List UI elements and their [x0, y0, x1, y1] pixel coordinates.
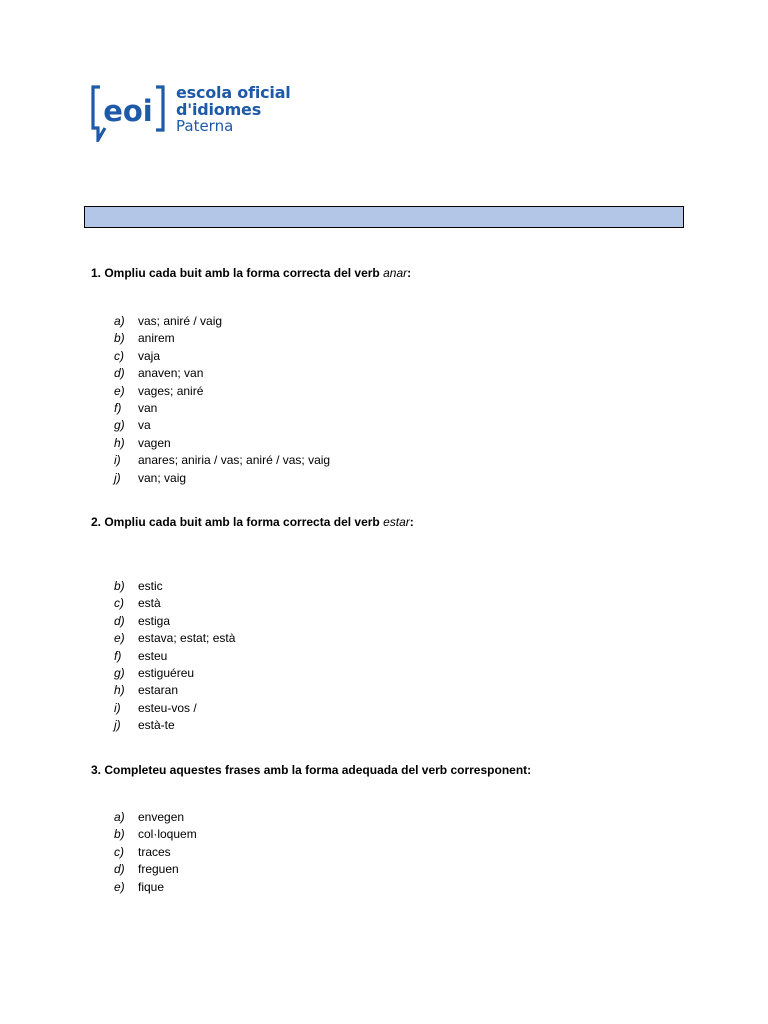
- answer-letter: b): [114, 331, 125, 346]
- answer-item: [114, 682, 235, 699]
- answer-text: van: [138, 400, 158, 415]
- svg-text:eoi: eoi: [103, 94, 153, 128]
- answer-text: estava; estat; està: [138, 631, 236, 646]
- answer-item: [114, 665, 235, 682]
- answer-text: esteu: [138, 648, 168, 663]
- answer-text: estaran: [138, 683, 179, 698]
- answer-letter: d): [114, 862, 125, 877]
- answer-item: [114, 348, 330, 365]
- answer-letter: b): [114, 827, 125, 842]
- answer-letter: c): [114, 348, 124, 363]
- answer-item: [114, 383, 330, 400]
- answer-letter: h): [114, 435, 125, 450]
- answer-item: [114, 844, 197, 861]
- eoi-logo: [90, 84, 310, 144]
- answer-text: vagen: [138, 435, 171, 450]
- answer-item: [114, 700, 235, 717]
- answer-letter: f): [114, 400, 122, 415]
- answer-letter: d): [114, 613, 125, 628]
- logo-line-idiomes: d'idiomes: [176, 100, 262, 119]
- answer-letter: i): [114, 453, 121, 468]
- answer-text: esteu-vos /: [138, 700, 197, 715]
- answer-item: [114, 417, 330, 434]
- answer-letter: j): [114, 470, 121, 485]
- answer-item: [114, 861, 197, 878]
- answer-text: van; vaig: [138, 470, 187, 485]
- exercise-2-verb: estar: [383, 515, 410, 529]
- answer-item: [114, 330, 330, 347]
- answer-text: vaja: [138, 348, 161, 363]
- exercise-2-title: 2. Ompliu cada buit amb la forma correcta del verb estar:: [91, 515, 414, 529]
- answer-letter: e): [114, 383, 125, 398]
- answer-text: vas; aniré / vaig: [138, 314, 223, 328]
- eoi-logo-icon: [90, 84, 168, 142]
- exercise-3-answers: [114, 809, 197, 896]
- answer-text: va: [138, 418, 151, 433]
- exercise-3-title: 3. Completeu aquestes frases amb la forma adequada del verb corresponent:: [91, 763, 532, 777]
- answer-text: freguen: [138, 862, 179, 877]
- answer-text: estic: [138, 579, 163, 593]
- answer-letter: a): [114, 810, 125, 824]
- title-bar: [84, 206, 684, 228]
- exercise-3: [91, 762, 711, 894]
- answer-item: [114, 630, 235, 647]
- answer-text: traces: [138, 844, 171, 859]
- answer-item: [114, 400, 330, 417]
- answer-item: [114, 470, 330, 487]
- answer-item: [114, 313, 330, 330]
- eoi-logo-text: [176, 84, 291, 135]
- answer-letter: j): [114, 718, 121, 733]
- answer-text: anares; aniria / vas; aniré / vas; vaig: [138, 453, 331, 468]
- answer-text: està-te: [138, 718, 175, 733]
- answer-item: [114, 717, 235, 734]
- answer-letter: b): [114, 579, 125, 593]
- answer-letter: h): [114, 683, 125, 698]
- answer-letter: f): [114, 648, 122, 663]
- exercise-1-verb: anar: [383, 266, 408, 280]
- answer-letter: e): [114, 879, 125, 894]
- answer-text: anaven; van: [138, 366, 204, 381]
- answer-item: [114, 826, 197, 843]
- answer-letter: d): [114, 366, 125, 381]
- answer-letter: g): [114, 665, 125, 680]
- answer-letter: c): [114, 844, 124, 859]
- answer-text: està: [138, 596, 161, 611]
- answer-item: [114, 809, 197, 826]
- exercise-2: [91, 514, 711, 733]
- answer-item: [114, 879, 197, 896]
- answer-letter: e): [114, 631, 125, 646]
- answer-letter: c): [114, 596, 124, 611]
- answer-text: vages; aniré: [138, 383, 204, 398]
- answer-letter: g): [114, 418, 125, 433]
- answer-item: [114, 365, 330, 382]
- answer-item: [114, 613, 235, 630]
- answer-item: [114, 595, 235, 612]
- answer-text: estiga: [138, 613, 171, 628]
- answer-text: estiguéreu: [138, 665, 195, 680]
- answer-item: [114, 578, 235, 595]
- answer-letter: a): [114, 314, 125, 328]
- answer-text: fique: [138, 879, 165, 894]
- answer-item: [114, 452, 330, 469]
- logo-line-paterna: Paterna: [176, 117, 234, 135]
- answer-item: [114, 648, 235, 665]
- exercise-2-answers: [114, 578, 235, 735]
- answer-text: anirem: [138, 331, 175, 346]
- exercise-1-title: 1. Ompliu cada buit amb la forma correcta del verb anar:: [91, 266, 412, 280]
- exercise-1: [91, 265, 711, 485]
- exercise-1-answers: [114, 313, 330, 487]
- answer-text: col·loquem: [138, 827, 197, 842]
- logo-line-escola: escola oficial: [176, 83, 291, 102]
- answer-item: [114, 435, 330, 452]
- answer-letter: i): [114, 700, 121, 715]
- answer-text: envegen: [138, 810, 185, 824]
